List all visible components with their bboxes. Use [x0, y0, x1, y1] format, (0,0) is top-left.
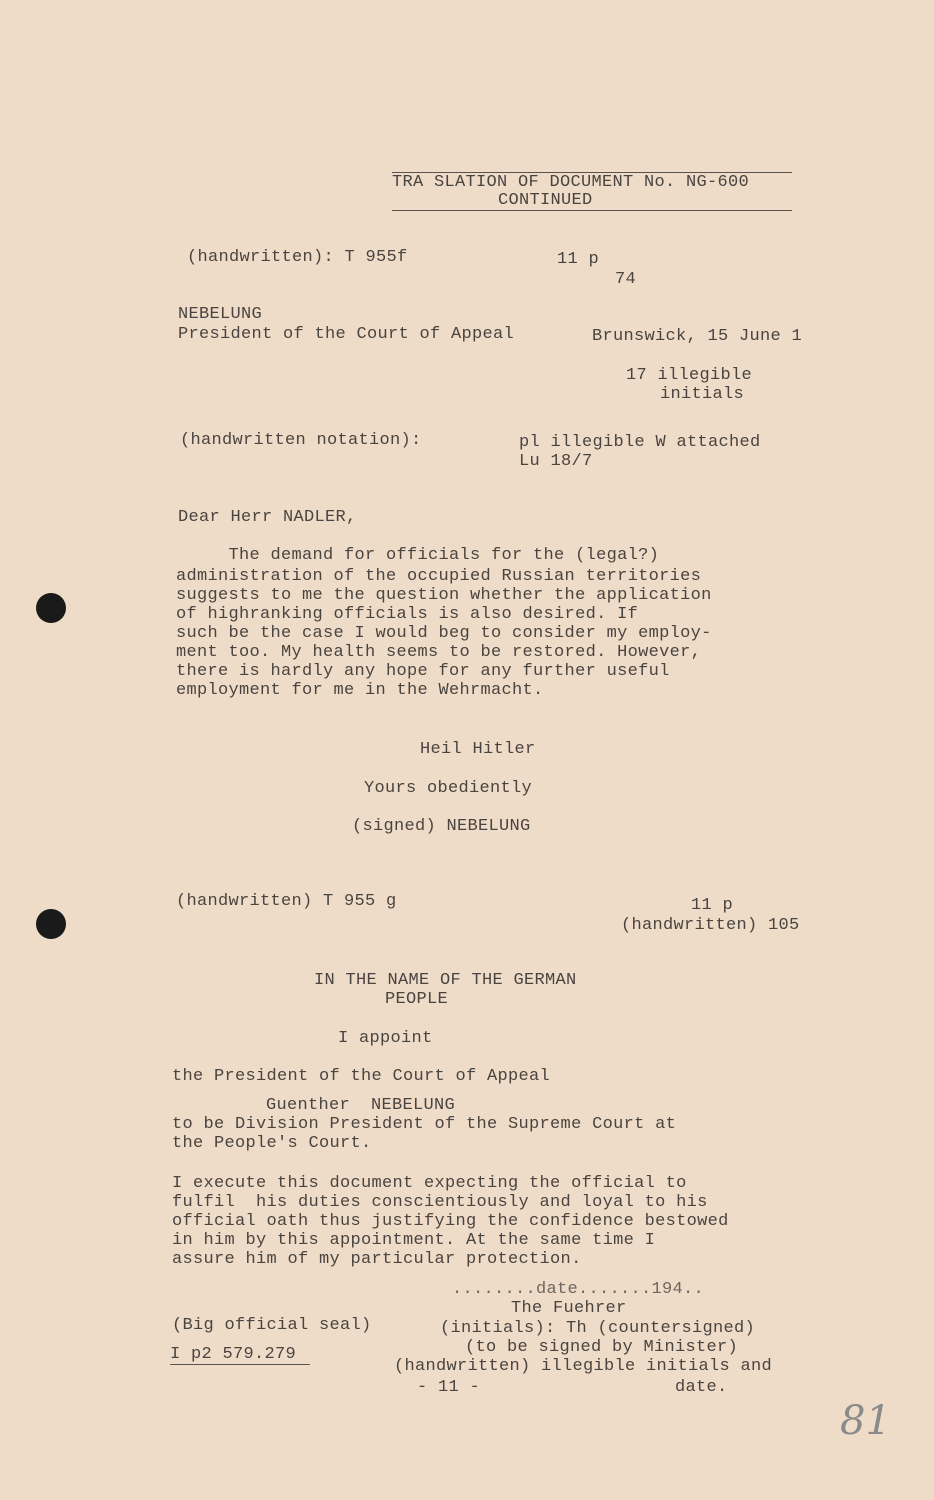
binder-hole-bottom [36, 909, 66, 939]
letter-body-line: of highranking officials is also desired. If [176, 605, 639, 624]
handwritten-reference-1: (handwritten): T 955f [187, 248, 408, 267]
letter-body-line: suggests to me the question whether the application [176, 586, 712, 605]
fuehrer-label: The Fuehrer [511, 1299, 627, 1318]
letter-body-line: such be the case I would beg to consider my employ- [176, 624, 712, 643]
date-line: ........date.......194.. [452, 1280, 705, 1299]
binder-hole-top [36, 593, 66, 623]
letter-body-line: administration of the occupied Russian territories [176, 567, 702, 586]
sender-title: President of the Court of Appeal [178, 325, 515, 344]
page-reference-1: 11 p [557, 250, 600, 269]
initials-note-line1: 17 illegible [626, 366, 753, 385]
handwritten-reference-2: (handwritten) T 955 g [176, 892, 397, 911]
sender-name: NEBELUNG [178, 305, 263, 324]
handwritten-notation-label: (handwritten notation): [180, 431, 422, 450]
reference-underline [170, 1364, 310, 1365]
page-reference-2: 11 p [691, 896, 734, 915]
page-reference-2b: (handwritten) 105 [621, 916, 800, 935]
document-title: TRA SLATION OF DOCUMENT No. NG-600 [392, 173, 750, 192]
appointment-heading-1: IN THE NAME OF THE GERMAN [314, 971, 577, 990]
handwritten-page-mark: 81 [840, 1398, 891, 1444]
letter-body-line: there is hardly any hope for any further useful [176, 662, 670, 681]
appointment-heading-2: PEOPLE [385, 990, 449, 1009]
page-number: - 11 - [417, 1378, 481, 1397]
signature: (signed) NEBELUNG [352, 817, 531, 836]
letter-body-line: The demand for officials for the (legal?) [176, 546, 660, 565]
appointment-body-line: I execute this document expecting the official to [172, 1174, 687, 1193]
appointment-court: the People's Court. [172, 1134, 372, 1153]
appointment-body-line: official oath thus justifying the confidence bestowed [172, 1212, 729, 1231]
page-reference-1b: 74 [615, 270, 637, 289]
header-rule-bottom [392, 210, 792, 211]
appointment-position: to be Division President of the Supreme Court at [172, 1115, 677, 1134]
appointee-title: the President of the Court of Appeal [172, 1067, 551, 1086]
appointment-body-line: in him by this appointment. At the same time I [172, 1231, 656, 1250]
reference-number: I p2 579.279 [170, 1345, 297, 1364]
appointment-body-line: fulfil his duties conscientiously and loyal to his [172, 1193, 708, 1212]
closing-greeting: Heil Hitler [420, 740, 536, 759]
initials-countersigned: (initials): Th (countersigned) [440, 1319, 756, 1338]
to-be-signed-note: (to be signed by Minister) [465, 1338, 739, 1357]
initials-note-line2: initials [660, 385, 745, 404]
closing-phrase: Yours obediently [364, 779, 533, 798]
handwritten-notation-2: Lu 18/7 [519, 452, 593, 471]
letter-body-line: employment for me in the Wehrmacht. [176, 681, 544, 700]
handwritten-notation-1: pl illegible W attached [519, 433, 761, 452]
letter-body-line: ment too. My health seems to be restored. However, [176, 643, 702, 662]
salutation: Dear Herr NADLER, [178, 508, 357, 527]
document-subtitle: CONTINUED [498, 191, 593, 210]
appointment-body-line: assure him of my particular protection. [172, 1250, 582, 1269]
handwritten-initials-note: (handwritten) illegible initials and [394, 1357, 773, 1376]
date-word: date. [675, 1378, 728, 1397]
seal-note: (Big official seal) [172, 1316, 372, 1335]
appointee-name: Guenther NEBELUNG [266, 1096, 456, 1115]
appoint-line: I appoint [338, 1029, 433, 1048]
place-date: Brunswick, 15 June 1 [592, 327, 803, 346]
